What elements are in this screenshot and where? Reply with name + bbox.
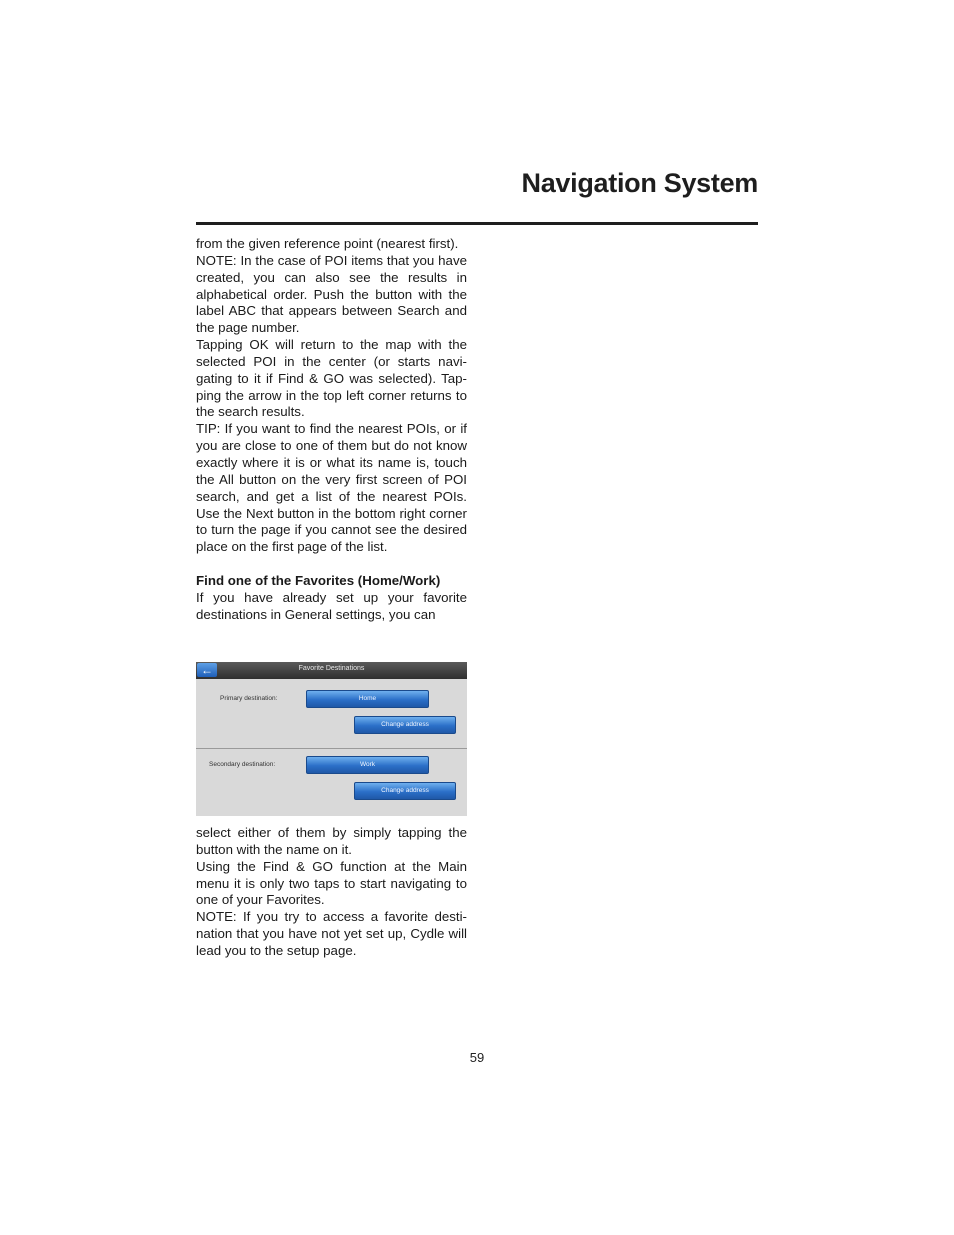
work-button[interactable]: Work (306, 756, 429, 774)
paragraph: NOTE: If you try to access a favorite desti-nation that you have not yet set up, Cydle will lead you to the setup page. (196, 909, 467, 958)
section-heading: Find one of the Favorites (Home/Work) (196, 572, 441, 588)
screenshot-title-bar (196, 662, 467, 679)
page-number: 59 (469, 1050, 485, 1065)
primary-destination-label: Primary destination: (220, 695, 278, 702)
divider (196, 748, 467, 749)
paragraph: TIP: If you want to find the nearest POIs, or if you are close to one of them but do not know exactly where it is or what its name is, touch the All button on the very first screen of POI search, and get a list of the nearest POIs. Use the Next button in the bottom right corner to turn the page if you cannot see the desired place on the first page of the list. (196, 421, 467, 555)
paragraph: NOTE: In the case of POI items that you have created, you can also see the results in alphabetical order. Push the button with the label ABC that appears between Search and the page number. (196, 252, 467, 336)
secondary-destination-label: Secondary destination: (209, 761, 276, 768)
home-button[interactable]: Home (306, 690, 429, 708)
screenshot-title: Favorite Destinations (298, 665, 365, 672)
title-rule (196, 222, 758, 225)
arrow-left-icon[interactable]: ← (197, 663, 217, 677)
paragraph: from the given reference point (nearest first). (196, 236, 459, 251)
paragraph: Tapping OK will return to the map with the selected POI in the center (or starts navi-gating to it if Find & GO was selected). Tap-ping the arrow in the top left corner returns to the search results. (196, 337, 467, 420)
paragraph: Using the Find & GO function at the Main menu it is only two taps to start navigating to one of your Favorites. (196, 858, 467, 908)
paragraph: select either of them by simply tapping the button with the name on it. (196, 825, 467, 857)
paragraph: If you have already set up your favorite destinations in General settings, you can (196, 589, 467, 622)
text-column-bottom (196, 825, 467, 960)
text-column-top (196, 236, 467, 623)
page-title: Navigation System (521, 168, 758, 198)
favorite-destinations-screenshot (196, 662, 467, 816)
change-primary-address-button[interactable]: Change address (354, 716, 456, 734)
change-secondary-address-button[interactable]: Change address (354, 782, 456, 800)
